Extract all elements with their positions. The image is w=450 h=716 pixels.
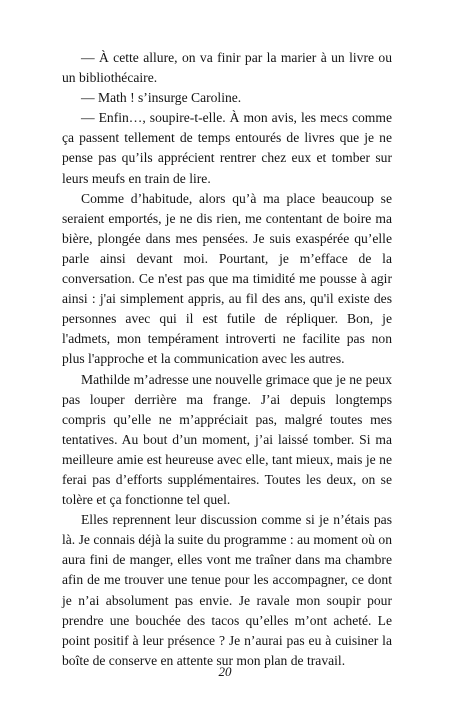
paragraph: Mathilde m’adresse une nouvelle grimace que je ne peux pas louper derrière ma frange. J’ai depuis longtemps compris qu’elle ne m’appréciait pas, malgré toutes mes tentatives. Au bout d’un moment, j’ai laissé tomber. Si ma meilleure amie est heureuse avec elle, tant mieux, mais je ne ferai pas d’efforts supplémentaires. Toutes les deux, on se tolère et ça fonctionne tel quel. [62, 371, 392, 508]
paragraph: — Math ! s’insurge Caroline. [81, 90, 242, 106]
body-text [62, 48, 392, 671]
paragraph: Comme d’habitude, alors qu’à ma place beaucoup se seraient emportés, je ne dis rien, me contentant de boire ma bière, plongée dans mes pensées. Je suis exaspérée qu’elle parle ainsi devant moi. Pourtant, je m’efface de la conversation. Ce n'est pas que ma timidité me pousse à agir ainsi : j'ai simplement appris, au fil des ans, qu'il existe des personnes avec qui il est futile de répliquer. Bon, je l'admets, mon tempérament introverti ne facilite pas non plus l'approche et la communication avec les autres. [62, 190, 392, 367]
paragraph: Elles reprennent leur discussion comme si je n’étais pas là. Je connais déjà la suite du programme : au moment où on aura fini de manger, elles vont me traîner dans ma chambre afin de me trouver une tenue pour les accompagner, ce dont je n’ai absolument pas envie. Je ravale mon soupir pour prendre une bouchée des tacos qu’elles m’ont acheté. Le point positif à leur présence ? Je n’aurai pas eu à cuisiner la boîte de conserve en attente sur mon plan de travail. [62, 512, 392, 668]
paragraph: — Enfin…, soupire-t-elle. À mon avis, les mecs comme ça passent tellement de temps entourés de livres que je ne pense pas qu’ils apprécient rentrer chez eux et tomber sur leurs meufs en train de lire. [62, 110, 392, 186]
page-number: 20 [218, 664, 232, 679]
paragraph: — À cette allure, on va finir par la marier à un livre ou un bibliothécaire. [62, 50, 392, 86]
